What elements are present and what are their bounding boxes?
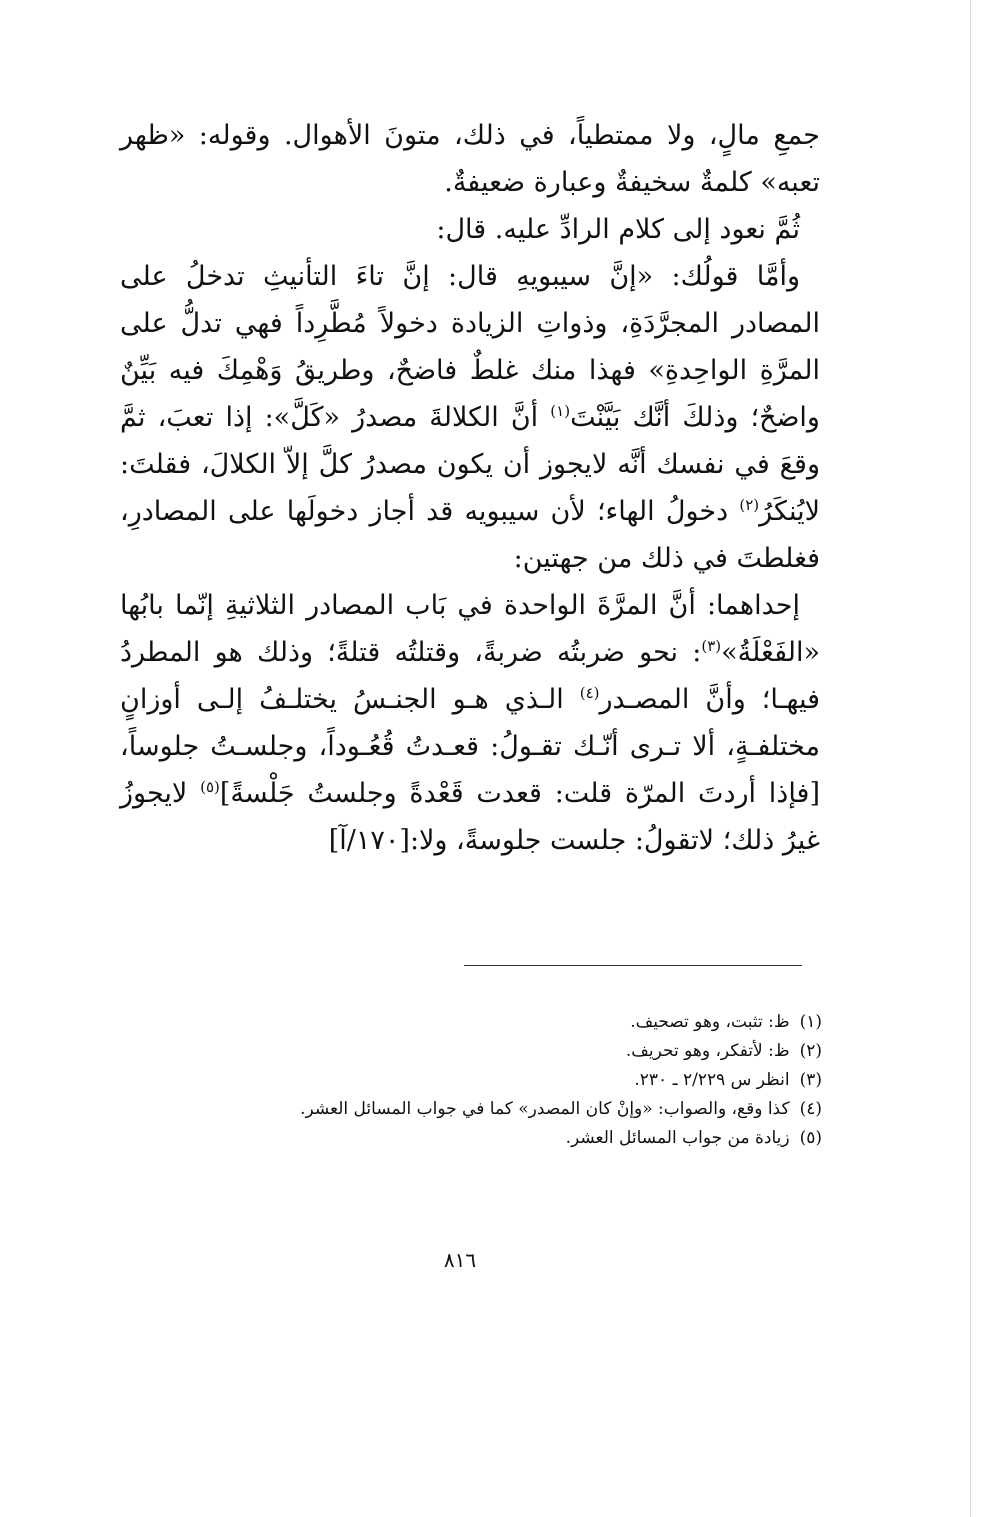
footnote-number: (٥): [799, 1128, 822, 1148]
footnote-item: [150, 1124, 822, 1153]
footnote-text: زيادة من جواب المسائل العشر.: [565, 1128, 790, 1148]
footnote-number: (١): [799, 1012, 822, 1032]
footnote-text: ظ: لأتفكر، وهو تحريف.: [625, 1041, 790, 1061]
footnote-text: ظ: تثبت، وهو تصحيف.: [630, 1012, 790, 1032]
paragraph-text: ثُمَّ نعود إلى كلام الرادِّ عليه. قال:: [436, 214, 800, 245]
paragraph-text: : نحو ضربتُه ضربةً، وقتلتُه قتلةً؛ وذلك هو المطردُ فيهـا؛ وأنَّ المصـدر: [120, 637, 820, 715]
footnote-marker: (٥): [200, 778, 220, 796]
footnote-divider: [464, 965, 802, 966]
paragraph: [120, 253, 820, 582]
footnotes: [150, 1008, 822, 1153]
paragraph: [120, 206, 820, 253]
paragraph-text: دخولُ الهاء؛ لأن سيبويه قد أجاز دخولَها على المصادرِ، فغلطتَ في ذلك من جهتين:: [120, 496, 820, 574]
paragraph-text: وأمَّا قولُك: «إنَّ سيبويهِ قال: إنَّ تاءَ التأنيثِ تدخلُ على المصادر المجرَّدَةِ، وذواتِ الزيادة دخولاً مُطَّرِداً فهي تدلُّ على المرَّةِ الواحِدةِ» فهذا منك غلطٌ فاضحٌ، وطريقُ وَهْمِكَ فيه بَيِّنٌ واضحٌ؛ وذلكَ أنَّك بَيَّنْتَ: [120, 261, 820, 433]
footnote-number: (٢): [799, 1041, 822, 1061]
paragraph-text: أنَّ الكلالةَ مصدرُ «كَلَّ»: إذا تعبَ، ثمَّ وقعَ في نفسك أنَّه لايجوز أن يكون مصدرُ كلَّ إلاّ الكلالَ، فقلتَ: لايُنكَرُ: [120, 402, 821, 527]
main-text: [120, 112, 820, 864]
footnote-item: [150, 1095, 822, 1124]
footnote-marker: (٤): [579, 684, 600, 702]
footnote-marker: (١): [550, 402, 571, 420]
footnote-item: [150, 1037, 822, 1066]
footnote-item: [150, 1008, 822, 1037]
paragraph-text: لايجوزُ غيرُ ذلك؛ لاتقولُ: جلست جلوسةً، ولا:[١٧٠/آ]: [120, 778, 820, 856]
paragraph: [120, 112, 820, 206]
footnote-number: (٤): [799, 1099, 822, 1119]
paragraph-text: الـذي هـو الجنـسُ يختلـفُ إلـى أوزانٍ مختلفـةٍ، ألا تـرى أنّـك تقـولُ: قعـدتُ قُعُـوداً، وجلسـتُ جلوساً،[فإذا أردتَ المرّة قلت: قعدت قَعْدةً وجلستُ جَلْسةً]: [120, 684, 820, 809]
footnote-text: كذا وقع، والصواب: «وإنْ كان المصدر» كما في جواب المسائل العشر.: [300, 1099, 790, 1119]
footnote-item: [150, 1066, 822, 1095]
footnote-marker: (٣): [701, 637, 722, 655]
footnote-marker: (٢): [739, 496, 760, 514]
paragraph-text: جمعِ مالٍ، ولا ممتطياً، في ذلك، متونَ الأهوال. وقوله: «ظهر تعبه» كلمةٌ سخيفةٌ وعبارة ضعيفةٌ.: [120, 120, 820, 198]
paragraph-text: إحداهما: أنَّ المرَّةَ الواحدة في بَاب المصادر الثلاثيةِ إنّما بابُها «الفَعْلَةُ»: [120, 590, 820, 668]
footnote-text: انظر س ٢/٢٢٩ ـ ٢٣٠.: [634, 1070, 790, 1090]
page-number: ٨١٦: [443, 1248, 477, 1272]
paragraph: [120, 582, 820, 864]
scan-edge-line: [970, 0, 971, 1517]
footnote-number: (٣): [799, 1070, 822, 1090]
